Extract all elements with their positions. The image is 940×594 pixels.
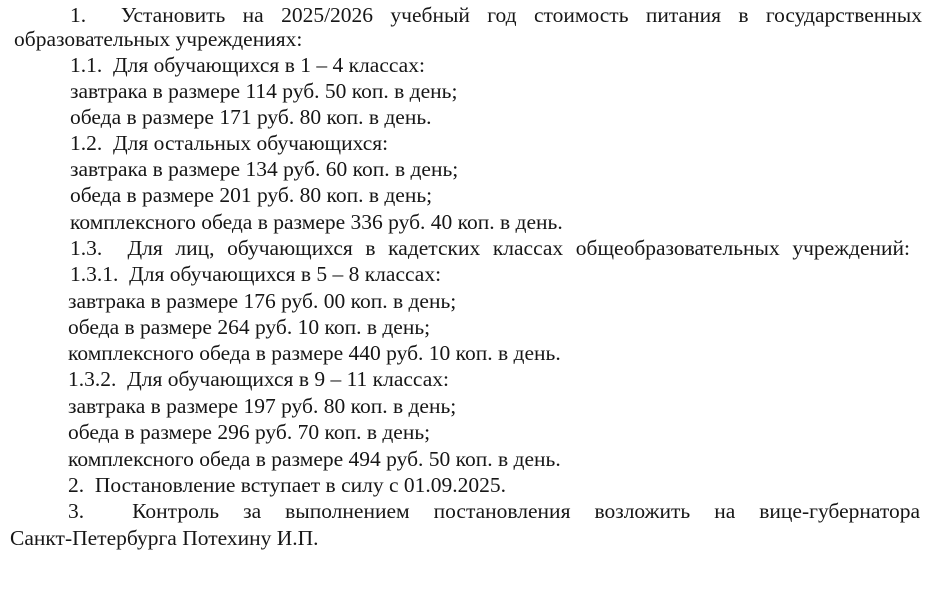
paragraph-number: 1. <box>70 3 87 27</box>
paragraph-text: завтрака в размере 197 руб. 80 коп. в день; <box>68 394 457 418</box>
paragraph-text: Для лиц, обучающихся в кадетских классах общеобразовательных учреждений: <box>127 236 911 260</box>
paragraph-p1-3-2-line-1 <box>68 366 449 392</box>
paragraph-p1-3-2-c-line-1 <box>68 446 561 472</box>
paragraph-text: Постановление вступает в силу с 01.09.2025. <box>94 473 507 497</box>
paragraph-text: образовательных учреждениях: <box>14 27 303 51</box>
paragraph-p1-3-line-1 <box>70 235 910 261</box>
paragraph-number: 1.2. <box>70 131 103 155</box>
paragraph-number: 1.3.1. <box>70 262 119 286</box>
paragraph-p1-1-b-line-1 <box>70 104 432 130</box>
paragraph-p1-3-2-b-line-1 <box>68 419 430 445</box>
paragraph-p1-line-2 <box>14 26 302 52</box>
paragraph-number: 1.3.2. <box>68 367 117 391</box>
paragraph-number: 1.1. <box>70 53 103 77</box>
paragraph-p1-3-1-line-1 <box>70 261 441 287</box>
paragraph-number: 2. <box>68 473 85 497</box>
paragraph-text: завтрака в размере 176 руб. 00 коп. в день; <box>68 289 457 313</box>
paragraph-text: обеда в размере 296 руб. 70 коп. в день; <box>68 420 431 444</box>
paragraph-p1-line-1 <box>70 2 922 28</box>
paragraph-p1-3-1-c-line-1 <box>68 340 561 366</box>
paragraph-p1-1-a-line-1 <box>70 78 457 104</box>
paragraph-text: Контроль за выполнением постановления возложить на вице-губернатора <box>132 499 921 523</box>
paragraph-text: обеда в размере 264 руб. 10 коп. в день; <box>68 315 431 339</box>
paragraph-p3-line-2 <box>10 525 319 551</box>
paragraph-p1-2-a-line-1 <box>70 156 458 182</box>
paragraph-text: Для обучающихся в 1 – 4 классах: <box>113 53 425 77</box>
paragraph-text: комплексного обеда в размере 440 руб. 10 коп. в день. <box>68 341 561 365</box>
paragraph-text: обеда в размере 171 руб. 80 коп. в день. <box>70 105 432 129</box>
paragraph-number: 3. <box>68 499 85 523</box>
paragraph-text: Для остальных обучающихся: <box>113 131 389 155</box>
paragraph-text: комплексного обеда в размере 336 руб. 40 коп. в день. <box>70 210 563 234</box>
paragraph-p1-1-line-1 <box>70 52 425 78</box>
paragraph-text: обеда в размере 201 руб. 80 коп. в день; <box>70 183 433 207</box>
paragraph-text: завтрака в размере 114 руб. 50 коп. в день; <box>70 79 458 103</box>
paragraph-text: комплексного обеда в размере 494 руб. 50 коп. в день. <box>68 447 561 471</box>
paragraph-p1-2-c-line-1 <box>70 209 563 235</box>
paragraph-p1-3-2-a-line-1 <box>68 393 456 419</box>
paragraph-text: завтрака в размере 134 руб. 60 коп. в день; <box>70 157 459 181</box>
paragraph-p2-line-1 <box>68 472 506 498</box>
paragraph-text: Санкт-Петербурга Потехину И.П. <box>10 526 319 550</box>
paragraph-p1-3-1-b-line-1 <box>68 314 430 340</box>
paragraph-p1-2-line-1 <box>70 130 388 156</box>
paragraph-p1-2-b-line-1 <box>70 182 432 208</box>
paragraph-p3-line-1 <box>68 498 920 524</box>
paragraph-text: Для обучающихся в 9 – 11 классах: <box>127 367 450 391</box>
paragraph-text: Установить на 2025/2026 учебный год стоимость питания в государственных <box>120 3 922 27</box>
paragraph-text: Для обучающихся в 5 – 8 классах: <box>129 262 442 286</box>
paragraph-number: 1.3. <box>70 236 103 260</box>
paragraph-p1-3-1-a-line-1 <box>68 288 456 314</box>
